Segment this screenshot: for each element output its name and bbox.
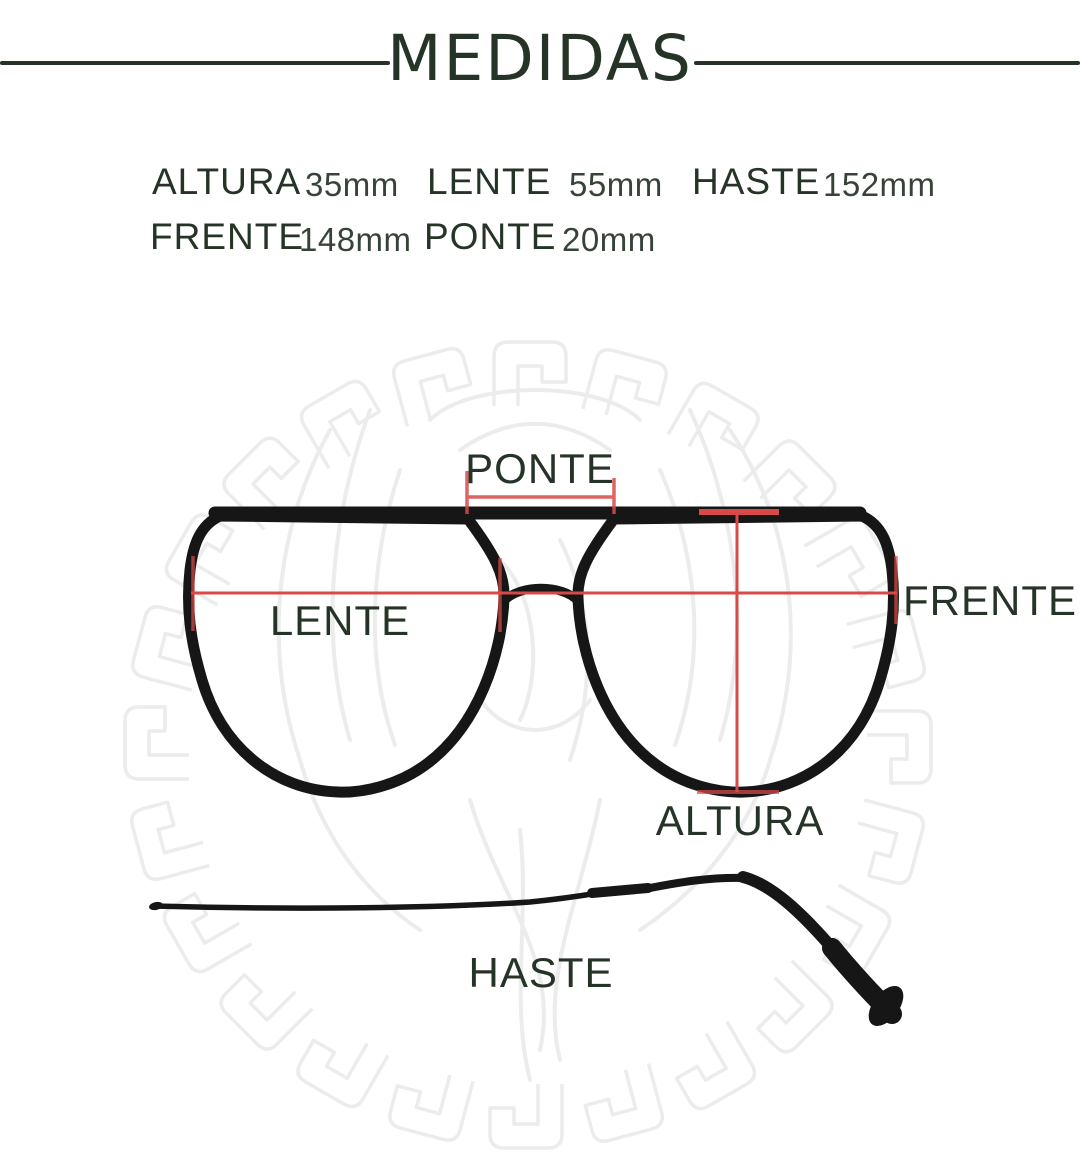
measurement-value-altura: 35mm	[305, 166, 399, 203]
diagram-label-haste: HASTE	[468, 949, 614, 996]
measurement-label-altura: ALTURA	[152, 161, 302, 202]
measurement-value-lente: 55mm	[569, 166, 663, 203]
left-lens	[189, 516, 505, 792]
measurement-value-frente: 148mm	[299, 221, 412, 258]
nose-bridge	[504, 588, 578, 601]
measurement-value-ponte: 20mm	[562, 221, 656, 258]
diagram-label-lente: LENTE	[269, 597, 411, 644]
title-rule-right	[694, 61, 1080, 65]
page-title: MEDIDAS	[387, 22, 693, 95]
measurement-label-ponte: PONTE	[424, 216, 557, 257]
measurement-label-lente: LENTE	[427, 161, 552, 202]
measurement-label-haste: HASTE	[692, 161, 821, 202]
diagram-label-frente: FRENTE	[903, 577, 1077, 624]
altura-line	[697, 512, 779, 792]
measurement-value-haste: 152mm	[823, 166, 936, 203]
diagram-label-ponte: PONTE	[465, 445, 615, 492]
glasses-frame	[189, 513, 894, 792]
diagram-label-altura: ALTURA	[655, 797, 825, 844]
measurement-label-frente: FRENTE	[150, 216, 304, 257]
